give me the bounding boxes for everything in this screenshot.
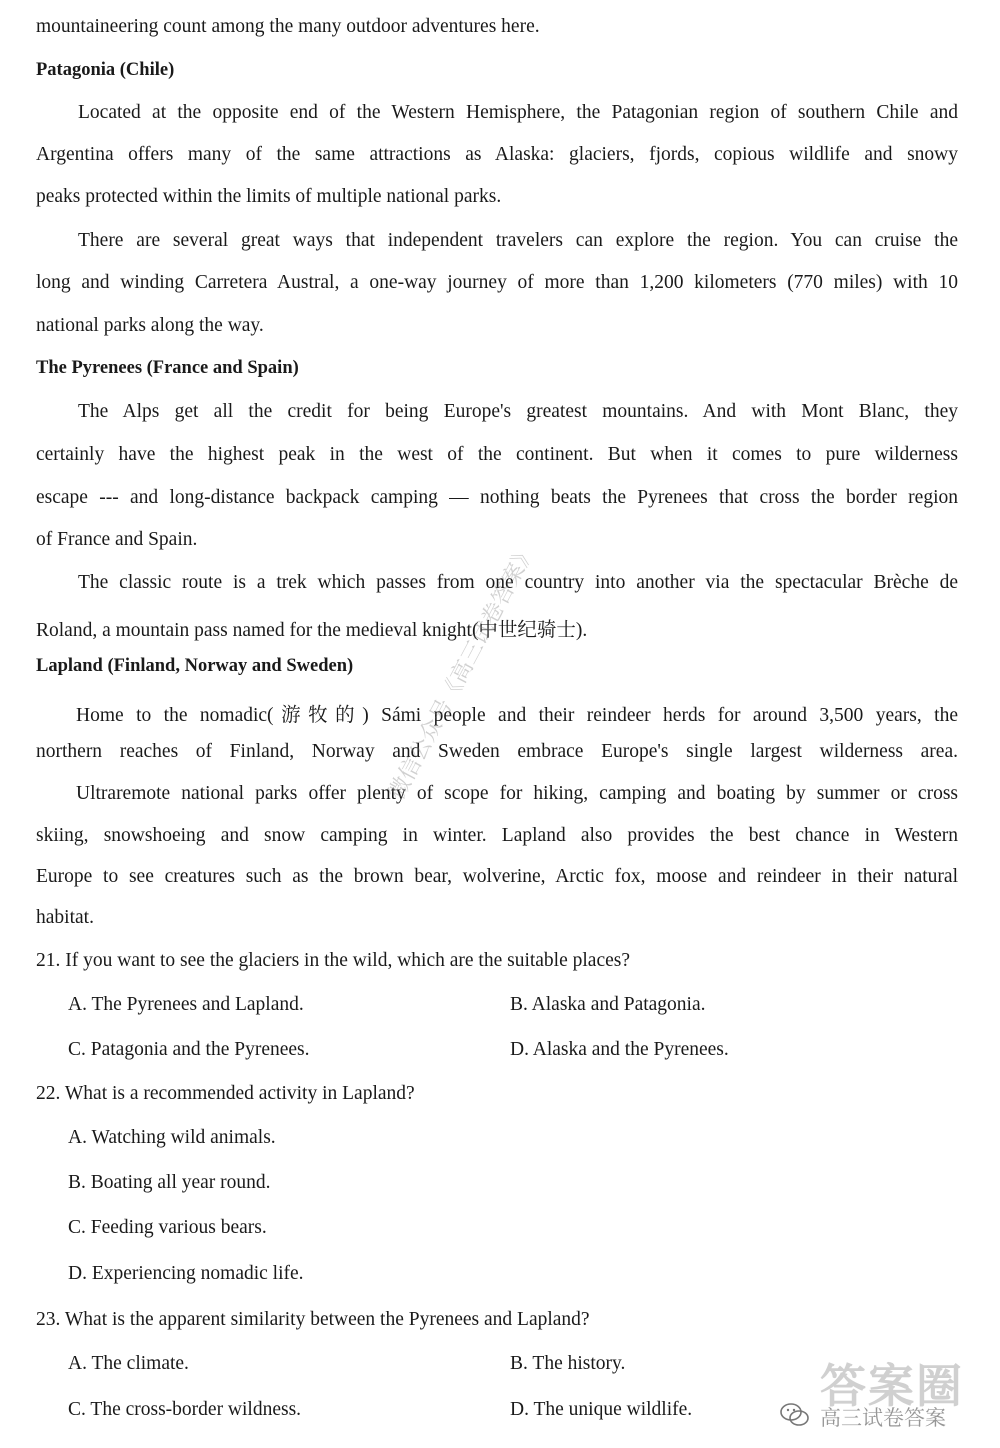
passage-line: national parks along the way. [36, 315, 264, 336]
passage-line: Europe to see creatures such as the brown bear, wolverine, Arctic fox, moose and reindeer in their natural [36, 866, 958, 887]
passage-line: Argentina offers many of the same attractions as Alaska: glaciers, fjords, copious wildlife and snowy [36, 144, 958, 165]
logo-subtitle: 高三试卷答案 [820, 1406, 946, 1430]
passage-line: The Alps get all the credit for being Europe's greatest mountains. And with Mont Blanc, they [78, 401, 958, 422]
passage-line: mountaineering count among the many outdoor adventures here. [36, 16, 540, 37]
passage-line: habitat. [36, 907, 94, 928]
question-23-stem: 23. What is the apparent similarity between the Pyrenees and Lapland? [36, 1309, 590, 1330]
question-22-option-b: B. Boating all year round. [68, 1172, 271, 1193]
diagonal-watermark: 微信公众号《高三试卷答案》 [384, 539, 541, 805]
passage-line: peaks protected within the limits of multiple national parks. [36, 186, 502, 207]
section-heading-pyrenees: The Pyrenees (France and Spain) [36, 358, 299, 378]
question-22-option-c: C. Feeding various bears. [68, 1217, 267, 1238]
question-23-option-a: A. The climate. [68, 1353, 189, 1374]
passage-line: Home to the nomadic(游牧的) Sámi people and their reindeer herds for around 3,500 years, the [76, 705, 958, 726]
question-23-option-b: B. The history. [510, 1353, 626, 1374]
logo-title: 答案圈 [820, 1359, 964, 1413]
passage-line: There are several great ways that independent travelers can explore the region. You can cruise the [78, 230, 958, 251]
question-22-option-a: A. Watching wild animals. [68, 1127, 276, 1148]
question-21-stem: 21. If you want to see the glaciers in the wild, which are the suitable places? [36, 950, 631, 971]
question-23-option-c: C. The cross-border wildness. [68, 1399, 302, 1420]
wechat-icon [780, 1402, 810, 1428]
question-22-stem: 22. What is a recommended activity in Lapland? [36, 1083, 415, 1104]
passage-line: long and winding Carretera Austral, a one-way journey of more than 1,200 kilometers (770 miles) with 10 [36, 272, 958, 293]
question-21-option-b: B. Alaska and Patagonia. [510, 994, 706, 1015]
question-21-option-d: D. Alaska and the Pyrenees. [510, 1039, 729, 1060]
question-21-option-c: C. Patagonia and the Pyrenees. [68, 1039, 310, 1060]
passage-line: Roland, a mountain pass named for the medieval knight(中世纪骑士). [36, 620, 588, 641]
section-heading-lapland: Lapland (Finland, Norway and Sweden) [36, 656, 354, 676]
passage-line: certainly have the highest peak in the west of the continent. But when it comes to pure wilderness [36, 444, 958, 465]
passage-line: of France and Spain. [36, 529, 198, 550]
passage-line: escape --- and long-distance backpack camping — nothing beats the Pyrenees that cross the border region [36, 487, 958, 508]
section-heading-patagonia: Patagonia (Chile) [36, 60, 175, 80]
corner-logo [780, 1350, 980, 1440]
question-21-option-a: A. The Pyrenees and Lapland. [68, 994, 304, 1015]
passage-line: Ultraremote national parks offer plenty of scope for hiking, camping and boating by summer or cross [76, 783, 958, 804]
passage-line: Located at the opposite end of the Western Hemisphere, the Patagonian region of southern Chile and [78, 102, 958, 123]
question-22-option-d: D. Experiencing nomadic life. [68, 1263, 304, 1284]
passage-line: The classic route is a trek which passes from one country into another via the spectacular Brèche de [78, 572, 958, 593]
passage-line: skiing, snowshoeing and snow camping in winter. Lapland also provides the best chance in Western [36, 825, 958, 846]
question-23-option-d: D. The unique wildlife. [510, 1399, 693, 1420]
passage-line: northern reaches of Finland, Norway and Sweden embrace Europe's single largest wilderness area. [36, 741, 958, 762]
